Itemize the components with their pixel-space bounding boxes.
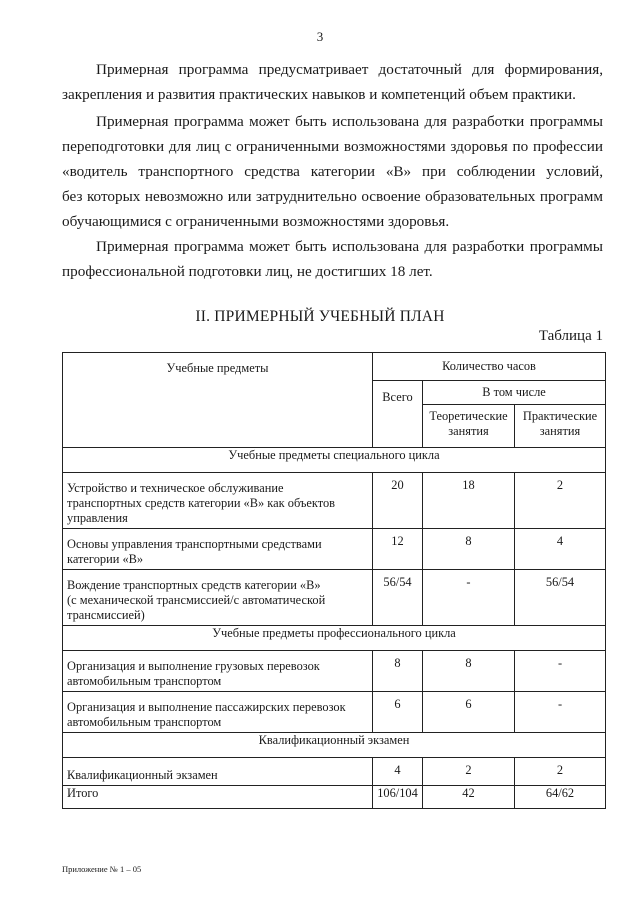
theory-cell: 18 [423,473,515,529]
header-theory-line: Теоретические [429,409,508,423]
theory-cell: 8 [423,529,515,570]
table-row [63,570,606,626]
subject-line: управления [67,511,128,525]
subject-cell [63,758,373,786]
subject-line: Основы управления транспортными средствами [67,537,322,551]
practice-cell: 2 [515,758,606,786]
subject-line: Устройство и техническое обслуживание [67,481,284,495]
total-cell: 4 [373,758,423,786]
header-practice-line: Практические [522,409,598,423]
subject-line: транспортных средств категории «В» как объектов [67,496,336,510]
subject-cell [63,651,373,692]
practice-cell: 64/62 [515,786,606,809]
practice-cell: 4 [515,529,606,570]
table-label: Таблица 1 [538,328,603,344]
paragraph-line: закрепления и развития практических навыков и компетенций объем практики. [62,86,576,103]
page-number: 3 [316,29,324,44]
section-title: II. ПРИМЕРНЫЙ УЧЕБНЫЙ ПЛАН [195,308,445,325]
header-theory-line: занятия [448,424,489,438]
paragraph-line: переподготовки для лиц с ограниченными возможностями здоровья по профессии [62,138,603,155]
section-title-cell: Учебные предметы профессионального цикла [63,626,606,651]
paragraph-practice-volume [62,57,603,107]
total-cell: 56/54 [373,570,423,626]
header-theory [423,405,515,448]
practice-cell: - [515,692,606,733]
paragraph-line: Примерная программа может быть использована для разработки программы [96,113,603,130]
practice-cell: - [515,651,606,692]
header-including: В том числе [423,381,606,405]
paragraph-line: обучающимися с ограниченными возможностями здоровья. [62,213,450,230]
subject-cell [63,570,373,626]
header-practice [515,405,606,448]
total-cell: 12 [373,529,423,570]
theory-cell: 42 [423,786,515,809]
header-subjects: Учебные предметы [63,353,373,448]
curriculum-table [62,352,606,809]
subject-cell [63,529,373,570]
total-cell: 8 [373,651,423,692]
header-practice-line: занятия [539,424,581,438]
paragraph-line: без которых невозможно или затруднительно освоение образовательных программ [62,188,603,205]
subject-line: Организация и выполнение грузовых перевозок [67,659,320,673]
theory-cell: - [423,570,515,626]
subject-line: Квалификационный экзамен [67,768,218,782]
subject-line: категории «В» [67,552,144,566]
table-row [63,473,606,529]
header-hours: Количество часов [373,353,606,381]
total-label: Итого [63,786,373,809]
section-row [63,733,606,758]
paragraph-line: профессиональной подготовки лиц, не достигших 18 лет. [62,263,433,280]
section-title-cell: Квалификационный экзамен [63,733,606,758]
paragraph-line: Примерная программа предусматривает достаточный для формирования, [96,61,603,78]
practice-cell: 2 [515,473,606,529]
theory-cell: 2 [423,758,515,786]
section-row [63,448,606,473]
subject-line: (с механической трансмиссией/с автоматической [67,593,326,607]
table-row [63,758,606,786]
paragraph-line: Примерная программа может быть использована для разработки программы [96,238,603,255]
theory-cell: 6 [423,692,515,733]
footer-note: Приложение № 1 – 05 [62,864,142,874]
total-cell: 20 [373,473,423,529]
subject-line: Организация и выполнение пассажирских перевозок [67,700,346,714]
subject-line: автомобильным транспортом [67,674,222,688]
theory-cell: 8 [423,651,515,692]
subject-line: автомобильным транспортом [67,715,222,729]
subject-cell [63,692,373,733]
practice-cell: 56/54 [515,570,606,626]
total-row [63,786,606,809]
subject-cell [63,473,373,529]
table-row [63,692,606,733]
total-cell: 6 [373,692,423,733]
table-row [63,529,606,570]
paragraph-under-18 [62,234,603,284]
section-title-cell: Учебные предметы специального цикла [63,448,606,473]
table-row [63,651,606,692]
section-row [63,626,606,651]
paragraph-retraining [62,109,603,234]
total-cell: 106/104 [373,786,423,809]
subject-line: трансмиссией) [67,608,145,622]
subject-line: Вождение транспортных средств категории «В» [67,578,321,592]
paragraph-line: «водитель транспортного средства категории «В» при соблюдении условий, [62,163,603,180]
header-total: Всего [373,381,423,448]
